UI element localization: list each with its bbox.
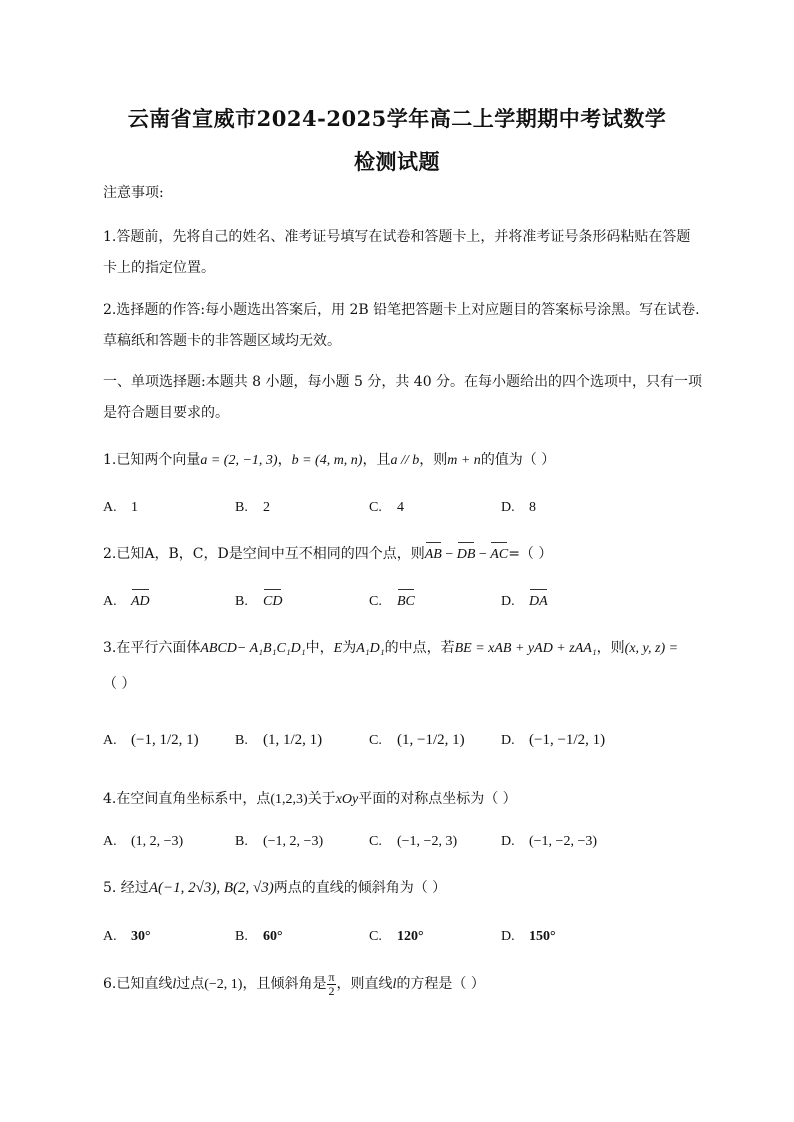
q3-mid4: ，则 — [596, 640, 625, 656]
q4-suffix: 平面的对称点坐标为（ ） — [358, 791, 517, 807]
q6-point: (−2, 1) — [204, 977, 243, 992]
q3-option-c: C. (1, −1/2, 1) — [369, 732, 465, 748]
q6-prefix: 6.已知直线 — [103, 976, 173, 992]
q1-prefix: 1.已知两个向量 — [103, 452, 201, 468]
question-4-stem — [103, 789, 517, 810]
section-heading-line2: 是符合题目要求的。 — [103, 405, 229, 421]
q3-prefix: 3.在平行六面体 — [103, 640, 201, 656]
q3-option-d: D. (−1, −1/2, 1) — [501, 732, 606, 748]
question-1-stem: 1.已知两个向量a = (2, −1, 3)，b = (4, m, n)，且a // b，则m + n的值为（ ） — [103, 452, 556, 468]
q1-ask-prefix: ，则 — [419, 452, 448, 468]
q5-points: A(−1, 2√3), B(2, √3) — [148, 880, 274, 896]
q6-mid1: 过点 — [176, 976, 205, 992]
q6-angle-den: 2 — [328, 983, 335, 998]
q3-mid3: 的中点，若 — [384, 640, 455, 656]
q6-angle-fraction — [327, 971, 335, 998]
exam-title-line2: 检测试题 — [354, 149, 440, 174]
note-1-line1: 1.答题前，先将自己的姓名、准考证号填写在试卷和答题卡上，并将准考证号条形码粘贴在答题 — [103, 229, 691, 245]
q3-option-b: B. (1, 1/2, 1) — [235, 732, 323, 748]
q2-prefix: 2.已知A，B，C，D是空间中互不相同的四个点，则 — [103, 546, 425, 562]
q1-option-a: A. 1 — [103, 500, 138, 515]
q1-parallel-cond: a // b — [390, 453, 420, 468]
q6-mid2: ，且倾斜角是 — [242, 976, 327, 992]
question-6-stem — [103, 970, 485, 999]
q2-vector-ac: AC — [490, 545, 508, 565]
note-2-line1: 2.选择题的作答:每小题选出答案后，用 2B 铅笔把答题卡上对应题目的答案标号涂黑。写在试卷. — [103, 302, 700, 318]
q1-cond-prefix: ，且 — [362, 452, 391, 468]
notes-heading: 注意事项: — [103, 185, 164, 201]
q3-option-a: A. (−1, 1/2, 1) — [103, 732, 199, 748]
q2-option-a: A. AD — [103, 591, 150, 612]
q5-option-d: D. 150° — [501, 929, 556, 944]
q2-suffix: =（ ） — [508, 546, 553, 562]
exam-title-line1: 云南省宣威市2024-2025学年高二上学期期中考试数学 — [127, 106, 667, 131]
note-1-line2: 卡上的指定位置。 — [103, 260, 215, 276]
q1-vector-a: a = (2, −1, 3) — [200, 453, 278, 468]
q4-mid: 关于 — [307, 791, 336, 807]
q5-option-c: C. 120° — [369, 929, 424, 944]
q2-option-d: D. DA — [501, 591, 548, 612]
q2-option-b: B. CD — [235, 591, 282, 612]
q6-line-l-2: l — [392, 977, 397, 992]
q2-vector-db: DB — [457, 545, 476, 565]
q3-xyz: (x, y, z) = — [624, 641, 679, 656]
q5-option-b: B. 60° — [235, 929, 283, 944]
q1-option-d: D. 8 — [501, 500, 536, 515]
q4-prefix: 4.在空间直角坐标系中，点 — [103, 791, 271, 807]
q2-vector-ab: AB — [425, 545, 442, 565]
question-3-line2: （ ） — [103, 676, 136, 692]
q4-plane: xOy — [335, 792, 359, 807]
question-2-stem: 2.已知A，B，C，D是空间中互不相同的四个点，则AB − DB − AC=（ ） — [103, 544, 552, 565]
q6-suffix: 的方程是（ ） — [396, 976, 485, 992]
section-heading-line1: 一、单项选择题:本题共 8 小题，每小题 5 分，共 40 分。在每小题给出的四个选项中，只有一项 — [103, 374, 703, 390]
q2-option-c: C. BC — [369, 591, 415, 612]
q3-vector-eq: BE = xAB + yAD + zAA₁ — [454, 641, 597, 656]
q1-option-b: B. 2 — [235, 500, 270, 515]
q4-option-d: D. (−1, −2, −3) — [501, 834, 598, 849]
question-3-stem — [103, 638, 678, 659]
q3-mid2: 为 — [342, 640, 357, 656]
note-2-line2: 草稿纸和答题卡的非答题区域均无效。 — [103, 333, 341, 349]
q1-ask-suffix: 的值为（ ） — [480, 452, 556, 468]
q6-mid3: ，则直线 — [336, 976, 393, 992]
q3-edge: A₁D₁ — [356, 641, 385, 656]
q3-point-e: E — [333, 641, 343, 656]
q5-suffix: 两点的直线的倾斜角为（ ） — [273, 880, 447, 896]
q5-option-a: A. 30° — [103, 929, 151, 944]
q4-option-c: C. (−1, −2, 3) — [369, 834, 458, 849]
q6-angle-num: π — [328, 969, 335, 984]
q5-prefix: 5. 经过 — [103, 880, 149, 896]
q1-option-c: C. 4 — [369, 500, 404, 515]
question-5-stem — [103, 878, 446, 898]
q4-point: (1,2,3) — [270, 792, 308, 807]
q4-option-a: A. (1, 2, −3) — [103, 834, 184, 849]
q1-ask-expr: m + n — [447, 453, 481, 468]
q6-line-l: l — [172, 977, 177, 992]
q4-option-b: B. (−1, 2, −3) — [235, 834, 324, 849]
q1-vector-b: b = (4, m, n) — [291, 453, 363, 468]
q3-mid1: 中， — [305, 640, 334, 656]
q3-solid: ABCD− A₁B₁C₁D₁ — [200, 641, 306, 656]
